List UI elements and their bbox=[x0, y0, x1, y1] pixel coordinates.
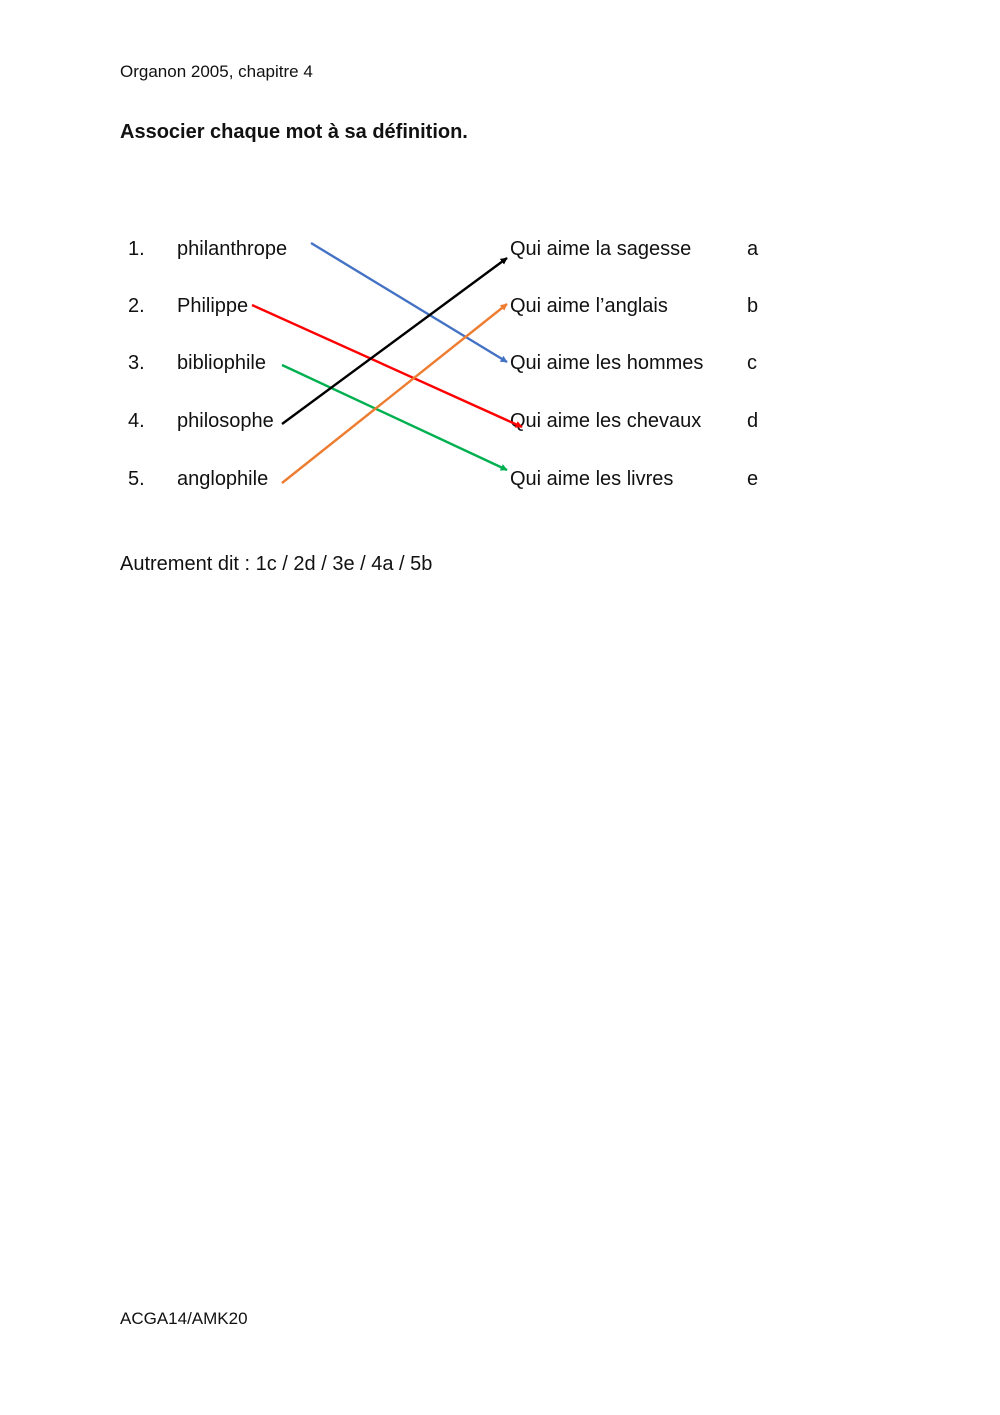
word-number-3: 3. bbox=[128, 352, 145, 374]
document-footer: ACGA14/AMK20 bbox=[120, 1309, 248, 1328]
definition-letter-d: d bbox=[747, 410, 759, 432]
definition-b: Qui aime l’anglais bbox=[510, 295, 668, 317]
definition-e: Qui aime les livres bbox=[510, 468, 674, 490]
arrow-3-to-e bbox=[282, 365, 507, 470]
arrow-5-to-b bbox=[282, 304, 507, 483]
definition-a: Qui aime la sagesse bbox=[510, 238, 692, 260]
definition-letter-e: e bbox=[747, 468, 759, 490]
document-header: Organon 2005, chapitre 4 bbox=[120, 62, 313, 81]
exercise-title: Associer chaque mot à sa définition. bbox=[120, 121, 468, 143]
word-number-2: 2. bbox=[128, 295, 145, 317]
word-4: philosophe bbox=[177, 410, 274, 432]
answer-summary: Autrement dit : 1c / 2d / 3e / 4a / 5b bbox=[120, 553, 433, 575]
word-2: Philippe bbox=[177, 295, 249, 317]
word-5: anglophile bbox=[177, 468, 269, 490]
definition-letter-a: a bbox=[747, 238, 759, 260]
word-1: philanthrope bbox=[177, 238, 288, 260]
word-number-1: 1. bbox=[128, 238, 145, 260]
word-number-4: 4. bbox=[128, 410, 145, 432]
definition-c: Qui aime les hommes bbox=[510, 352, 704, 374]
definition-d: Qui aime les chevaux bbox=[510, 410, 702, 432]
word-3: bibliophile bbox=[177, 352, 266, 374]
definition-letter-c: c bbox=[747, 352, 757, 374]
definition-letter-b: b bbox=[747, 295, 759, 317]
word-number-5: 5. bbox=[128, 468, 145, 490]
